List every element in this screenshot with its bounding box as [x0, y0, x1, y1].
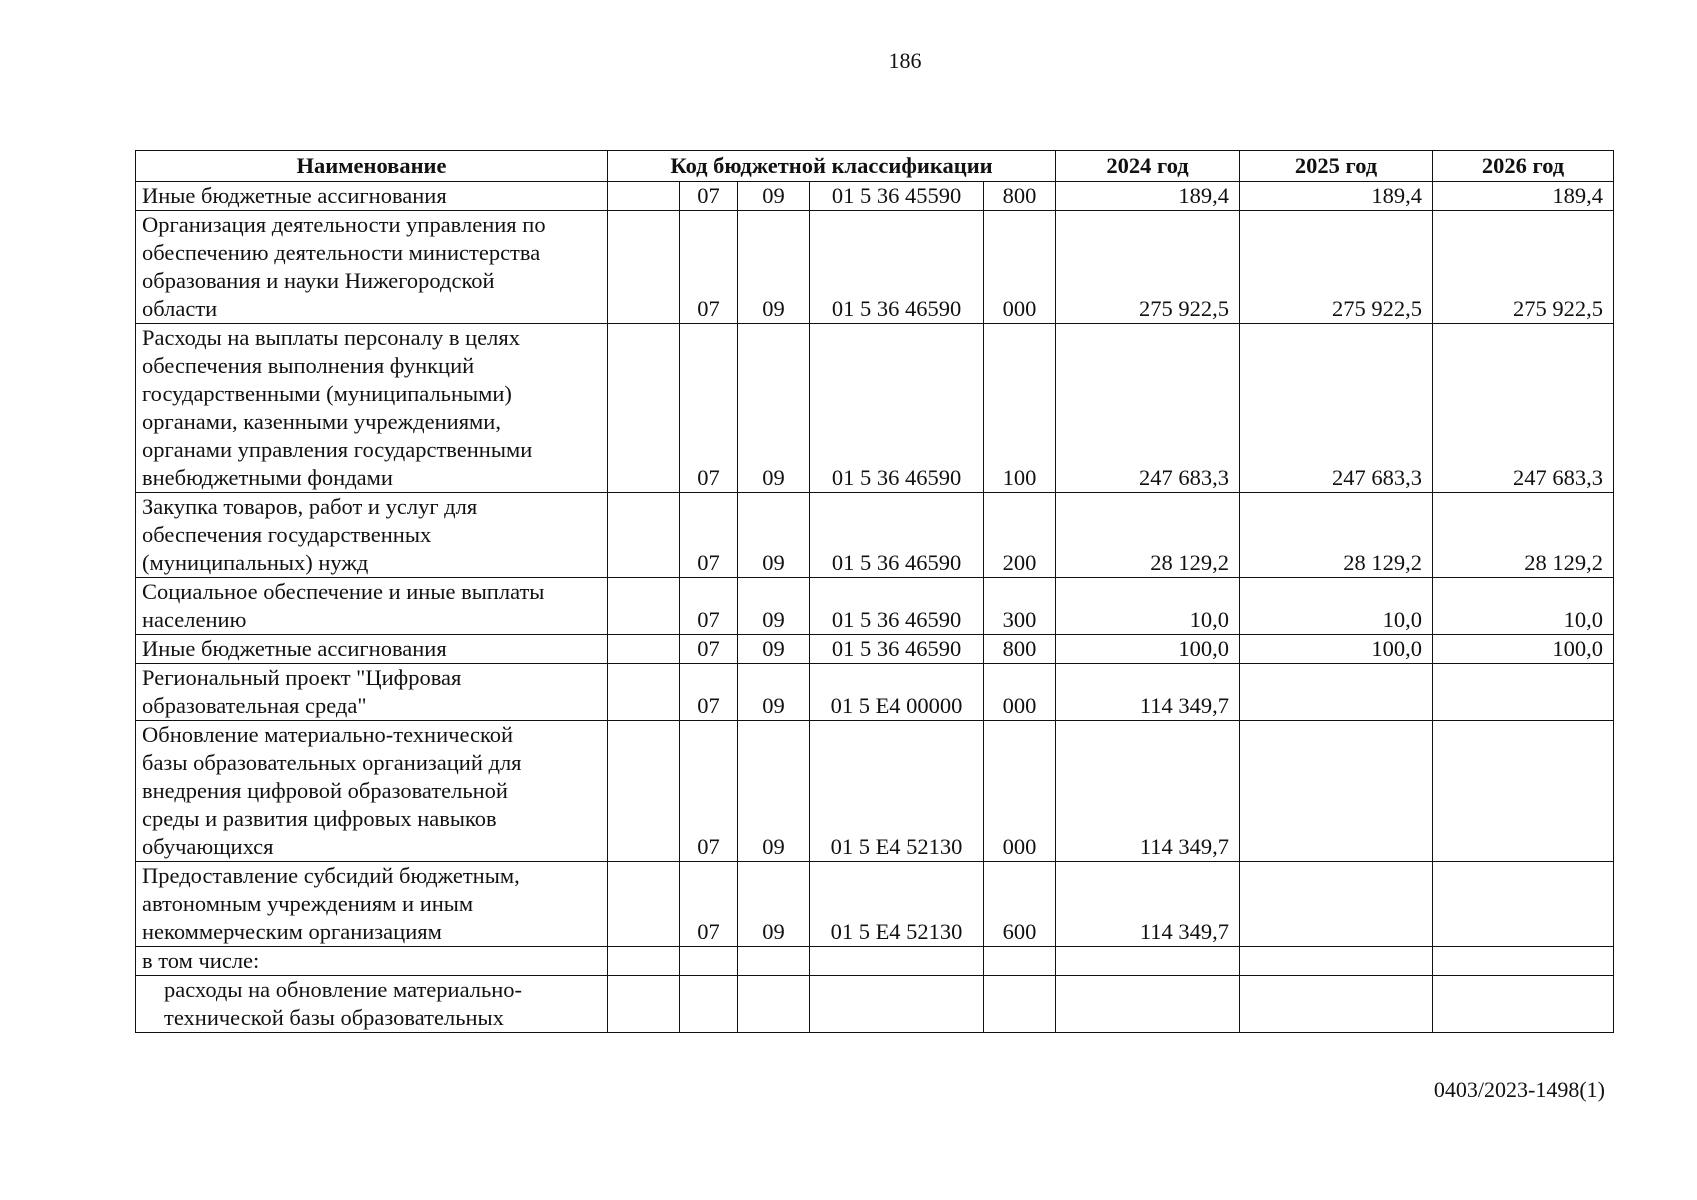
cell-code-section: 07: [680, 493, 738, 578]
cell-code-subsection: 09: [738, 635, 810, 664]
cell-code-target: 01 5 36 46590: [810, 635, 984, 664]
cell-code-target: 01 5 36 45590: [810, 182, 984, 211]
cell-code-target: [810, 976, 984, 1033]
document-number: 0403/2023-1498(1): [1433, 1077, 1605, 1102]
cell-code-target: 01 5 E4 52130: [810, 721, 984, 862]
cell-value-2024: 114 349,7: [1056, 721, 1240, 862]
cell-value-2025: [1240, 721, 1433, 862]
cell-name: Обновление материально-технической базы образовательных организаций для внедрения цифровой образовательной среды и развития цифровых навыков обучающихся: [136, 721, 608, 862]
cell-code-1: [608, 493, 680, 578]
cell-value-2025: 189,4: [1240, 182, 1433, 211]
cell-code-section: 07: [680, 664, 738, 721]
cell-code-target: 01 5 E4 52130: [810, 862, 984, 947]
cell-value-2024: 10,0: [1056, 578, 1240, 635]
cell-code-section: [680, 947, 738, 976]
cell-value-2026: [1433, 976, 1614, 1033]
cell-code-subsection: [738, 947, 810, 976]
table-row: [136, 862, 1614, 947]
cell-value-2026: 189,4: [1433, 182, 1614, 211]
header-row: [136, 151, 1614, 182]
cell-name: Социальное обеспечение и иные выплаты населению: [136, 578, 608, 635]
cell-value-2026: 247 683,3: [1433, 324, 1614, 493]
cell-code-target: 01 5 36 46590: [810, 578, 984, 635]
cell-code-1: [608, 635, 680, 664]
cell-name: Организация деятельности управления по обеспечению деятельности министерства образования и науки Нижегородской области: [136, 211, 608, 324]
cell-code-section: [680, 976, 738, 1033]
cell-value-2024: 247 683,3: [1056, 324, 1240, 493]
cell-value-2025: 100,0: [1240, 635, 1433, 664]
cell-code-target: [810, 947, 984, 976]
cell-code-subsection: 09: [738, 578, 810, 635]
cell-value-2025: [1240, 664, 1433, 721]
cell-code-subsection: [738, 976, 810, 1033]
header-name: Наименование: [136, 151, 608, 182]
table-row: [136, 976, 1614, 1033]
header-2026: 2026 год: [1433, 151, 1614, 182]
cell-code-subsection: 09: [738, 182, 810, 211]
table-row: [136, 211, 1614, 324]
cell-code-target: 01 5 E4 00000: [810, 664, 984, 721]
cell-code-target: 01 5 36 46590: [810, 324, 984, 493]
cell-value-2025: [1240, 976, 1433, 1033]
table-row: [136, 947, 1614, 976]
cell-code-1: [608, 721, 680, 862]
cell-value-2024: 275 922,5: [1056, 211, 1240, 324]
cell-value-2024: [1056, 976, 1240, 1033]
cell-code-1: [608, 182, 680, 211]
cell-code-section: 07: [680, 862, 738, 947]
cell-name: в том числе:: [136, 947, 608, 976]
cell-code-expense-type: 000: [984, 211, 1056, 324]
cell-name: Предоставление субсидий бюджетным, автономным учреждениям и иным некоммерческим организациям: [136, 862, 608, 947]
cell-value-2025: 28 129,2: [1240, 493, 1433, 578]
cell-value-2025: [1240, 947, 1433, 976]
cell-value-2026: 10,0: [1433, 578, 1614, 635]
cell-code-expense-type: 000: [984, 721, 1056, 862]
header-2025: 2025 год: [1240, 151, 1433, 182]
cell-code-1: [608, 976, 680, 1033]
cell-code-expense-type: [984, 947, 1056, 976]
cell-code-expense-type: 600: [984, 862, 1056, 947]
cell-code-section: 07: [680, 182, 738, 211]
cell-value-2025: [1240, 862, 1433, 947]
cell-code-subsection: 09: [738, 493, 810, 578]
cell-value-2026: [1433, 947, 1614, 976]
cell-code-section: 07: [680, 721, 738, 862]
cell-name: Закупка товаров, работ и услуг для обеспечения государственных (муниципальных) нужд: [136, 493, 608, 578]
cell-name: Иные бюджетные ассигнования: [136, 182, 608, 211]
cell-code-expense-type: 100: [984, 324, 1056, 493]
table-row: [136, 635, 1614, 664]
page-number: 186: [888, 48, 922, 73]
cell-code-subsection: 09: [738, 324, 810, 493]
cell-code-target: 01 5 36 46590: [810, 211, 984, 324]
cell-value-2024: 28 129,2: [1056, 493, 1240, 578]
cell-code-subsection: 09: [738, 211, 810, 324]
cell-value-2025: 275 922,5: [1240, 211, 1433, 324]
table-row: [136, 664, 1614, 721]
cell-name: Иные бюджетные ассигнования: [136, 635, 608, 664]
table-row: [136, 324, 1614, 493]
table-row: [136, 578, 1614, 635]
cell-value-2026: 275 922,5: [1433, 211, 1614, 324]
cell-value-2026: [1433, 664, 1614, 721]
cell-code-1: [608, 862, 680, 947]
cell-code-1: [608, 324, 680, 493]
table-row: [136, 493, 1614, 578]
cell-code-section: 07: [680, 324, 738, 493]
header-code: Код бюджетной классификации: [608, 151, 1056, 182]
table-row: [136, 721, 1614, 862]
cell-value-2024: 114 349,7: [1056, 664, 1240, 721]
header-2024: 2024 год: [1056, 151, 1240, 182]
cell-code-section: 07: [680, 211, 738, 324]
cell-name: расходы на обновление материально- технической базы образовательных: [136, 976, 608, 1033]
cell-name: Расходы на выплаты персоналу в целях обеспечения выполнения функций государственными (муниципальными) органами, казенными учреждениями, органами управления государственными внебюджетными фондами: [136, 324, 608, 493]
cell-code-1: [608, 664, 680, 721]
table-row: [136, 182, 1614, 211]
cell-value-2026: [1433, 862, 1614, 947]
cell-code-subsection: 09: [738, 664, 810, 721]
cell-value-2026: [1433, 721, 1614, 862]
cell-code-expense-type: 300: [984, 578, 1056, 635]
cell-code-section: 07: [680, 578, 738, 635]
cell-code-subsection: 09: [738, 721, 810, 862]
cell-code-section: 07: [680, 635, 738, 664]
table-body: [136, 182, 1614, 1033]
cell-code-expense-type: 800: [984, 182, 1056, 211]
cell-value-2024: 189,4: [1056, 182, 1240, 211]
cell-value-2025: 247 683,3: [1240, 324, 1433, 493]
cell-code-expense-type: [984, 976, 1056, 1033]
cell-code-1: [608, 211, 680, 324]
cell-name: Региональный проект "Цифровая образовательная среда": [136, 664, 608, 721]
cell-code-expense-type: 200: [984, 493, 1056, 578]
cell-code-subsection: 09: [738, 862, 810, 947]
budget-table: [135, 150, 1614, 1033]
cell-value-2024: 114 349,7: [1056, 862, 1240, 947]
cell-code-expense-type: 000: [984, 664, 1056, 721]
cell-value-2025: 10,0: [1240, 578, 1433, 635]
cell-code-1: [608, 947, 680, 976]
cell-value-2024: 100,0: [1056, 635, 1240, 664]
cell-code-1: [608, 578, 680, 635]
cell-value-2024: [1056, 947, 1240, 976]
cell-value-2026: 28 129,2: [1433, 493, 1614, 578]
cell-code-expense-type: 800: [984, 635, 1056, 664]
cell-value-2026: 100,0: [1433, 635, 1614, 664]
cell-code-target: 01 5 36 46590: [810, 493, 984, 578]
